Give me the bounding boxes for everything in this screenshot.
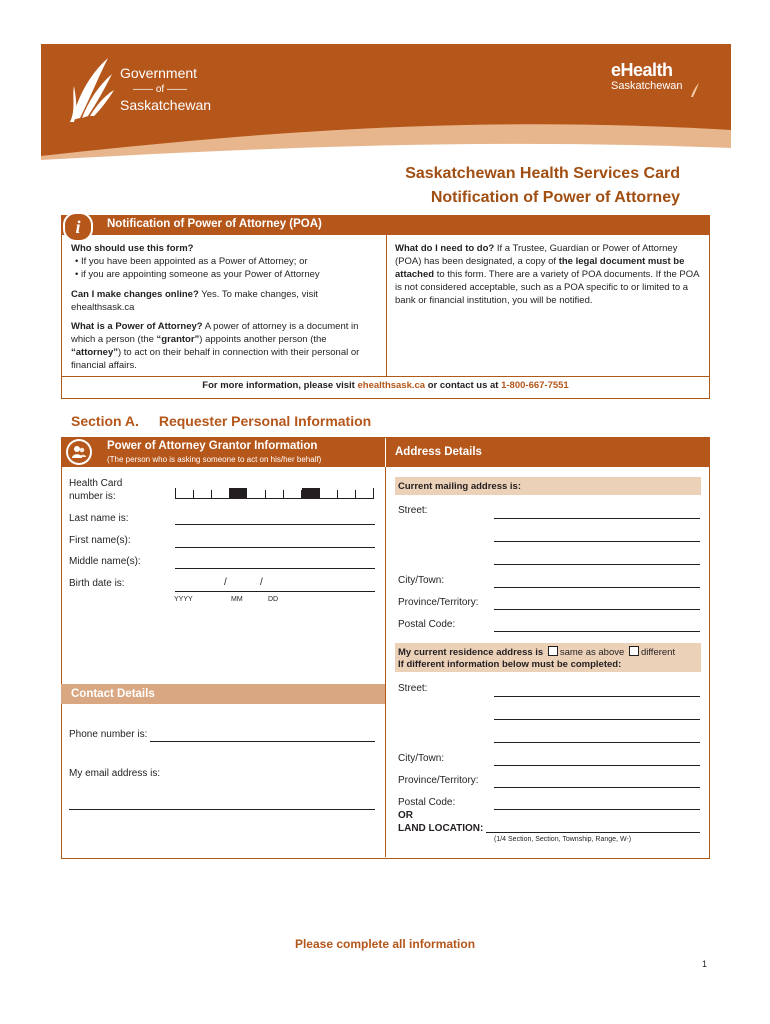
street2-input-2[interactable] [494, 719, 700, 720]
same-checkbox[interactable] [548, 646, 558, 656]
info-divider [386, 235, 387, 376]
section-heading [71, 413, 371, 429]
first-name-input[interactable] [175, 547, 375, 548]
same-label: same as above [559, 647, 625, 658]
mailing-title: Current mailing address is: [398, 481, 522, 492]
different-checkbox[interactable] [629, 646, 639, 656]
middle-name-input[interactable] [175, 568, 375, 569]
poa-answer-2: ) appoints another person (the [199, 334, 327, 345]
middle-name-label: Middle name(s): [69, 556, 141, 567]
or-label: OR [398, 810, 413, 821]
mm-hint: MM [231, 596, 243, 603]
gov-of-text: of [155, 84, 165, 95]
info-bar [61, 215, 710, 235]
need-answer-1: If a Trustee, Guardian or Power of Attorney (POA) has been designated, a copy of [395, 243, 678, 267]
street-input-3[interactable] [494, 564, 700, 565]
phone-input[interactable] [150, 741, 375, 742]
birth-slash-2: / [260, 577, 263, 588]
land-location-input[interactable] [486, 832, 700, 833]
website-link[interactable]: ehealthsask.ca [357, 380, 426, 391]
email-input[interactable] [69, 809, 375, 810]
ehealth-text: eHealth [611, 60, 673, 80]
land-location-label: LAND LOCATION: [398, 823, 484, 834]
more-info-pre: For more information, please visit [202, 380, 358, 391]
gov-line2: Saskatchewan [120, 97, 212, 113]
email-label: My email address is: [69, 768, 161, 779]
street-input-2[interactable] [494, 541, 700, 542]
street2-input-1[interactable] [494, 696, 700, 697]
wheat-logo-icon [68, 56, 118, 124]
residence-note: If different information below must be completed: [398, 659, 622, 670]
more-info-line [61, 380, 710, 391]
province-label: Province/Territory: [398, 597, 479, 608]
residence-bar [395, 643, 701, 672]
contact-title-text: Contact Details [71, 688, 155, 700]
city-input[interactable] [494, 587, 700, 588]
title-line2: Notification of Power of Attorney [430, 189, 680, 206]
yyyy-hint: YYYY [174, 596, 193, 603]
who-question: Who should use this form? [71, 243, 194, 254]
phone-link[interactable]: 1-800-667-7551 [501, 380, 569, 391]
phone-label: Phone number is: [69, 729, 148, 740]
city2-input[interactable] [494, 765, 700, 766]
residence-pre: My current residence address is [398, 647, 544, 658]
page-number: 1 [702, 959, 708, 969]
gov-of: —— of —— [133, 84, 187, 95]
attorney-term: “attorney” [71, 347, 118, 358]
different-label: different [640, 647, 676, 658]
need-question: What do I need to do? [395, 243, 495, 254]
contact-bar-fill [61, 684, 385, 704]
street2-label: Street: [398, 683, 428, 694]
grantor-bar [61, 437, 385, 467]
online-question: Can I make changes online? [71, 289, 199, 300]
poa-question: What is a Power of Attorney? [71, 321, 203, 332]
city2-label: City/Town: [398, 753, 445, 764]
section-label: Section A. [71, 413, 139, 429]
health-card-input[interactable] [175, 486, 374, 499]
dd-hint: DD [268, 596, 279, 603]
poa-answer-3: ) to act on their behalf in connection with their personal or financial affairs. [71, 347, 360, 371]
need-answer-2: to this form. There are a variety of POA documents. If the POA is not considered acceptable, such as a POA specific to or limited to a bank or financial institution, you will be notified. [395, 269, 699, 306]
bullet-1: If you have been appointed as a Power of Attorney; or [80, 256, 308, 267]
form-divider [385, 467, 386, 857]
health-card-label: Health Card number is: [69, 478, 123, 502]
grantor-title: Power of Attorney Grantor Information [107, 440, 318, 452]
online-answer: Yes. To make changes, visit ehealthsask.ca [71, 289, 318, 313]
city-label: City/Town: [398, 575, 445, 586]
first-name-label: First name(s): [69, 535, 131, 546]
government-logo-text [120, 66, 211, 113]
info-bar-title: Notification of Power of Attorney (POA) [107, 218, 322, 230]
complete-notice: Please complete all information [294, 937, 476, 951]
ehealth-wheat-icon [690, 82, 700, 98]
info-icon: i [63, 212, 93, 242]
last-name-input[interactable] [175, 524, 375, 525]
grantor-term: “grantor” [156, 334, 200, 345]
residence-line [398, 646, 675, 658]
info-right-column [395, 242, 700, 307]
province-input[interactable] [494, 609, 700, 610]
birth-date-input[interactable] [175, 591, 375, 592]
ehealth-logo [611, 60, 683, 92]
birth-slash-1: / [224, 577, 227, 588]
mailing-bar [395, 477, 701, 495]
birth-date-label: Birth date is: [69, 578, 125, 589]
title-line1: Saskatchewan Health Services Card [405, 165, 680, 182]
postal-input[interactable] [494, 631, 700, 632]
bullet-2: if you are appointing someone as your Power of Attorney [80, 269, 320, 280]
street-label: Street: [398, 505, 428, 516]
address-title: Address Details [395, 446, 482, 458]
more-info-mid: or contact us at [425, 380, 502, 391]
ehealth-sub-text: Saskatchewan [611, 80, 683, 92]
people-icon [66, 439, 92, 465]
postal-label: Postal Code: [398, 619, 456, 630]
land-location-note: (1/4 Section, Section, Township, Range, W-) [494, 836, 632, 843]
street-input-1[interactable] [494, 518, 700, 519]
postal2-label: Postal Code: [398, 797, 456, 808]
address-bar [386, 437, 710, 467]
postal2-input[interactable] [494, 809, 700, 810]
need-bold: the legal document must be attached [395, 256, 685, 280]
last-name-label: Last name is: [69, 513, 129, 524]
grantor-subtitle: (The person who is asking someone to act on his/her behalf) [107, 455, 322, 464]
street2-input-3[interactable] [494, 742, 700, 743]
gov-line1: Government [120, 65, 198, 81]
province2-input[interactable] [494, 787, 700, 788]
province2-label: Province/Territory: [398, 775, 479, 786]
section-title: Requester Personal Information [158, 413, 372, 429]
info-bottom-divider [61, 376, 710, 377]
poa-answer-1: A power of attorney is a document in which a person (the [71, 321, 359, 345]
form-title [405, 162, 680, 210]
info-left-column: Who should use this form? • If you have been appointed as a Power of Attorney; or • if you are appointing someone as your Power of Attorney Can I make changes online? Yes. To make changes, visit ehealthsask.ca What is a Power of Attorney? A power of attorney is a document in which a person (the “grantor”) appoints another person (the “attorney”) to act on their behalf in connection with their personal or financial affairs. [71, 243, 360, 371]
